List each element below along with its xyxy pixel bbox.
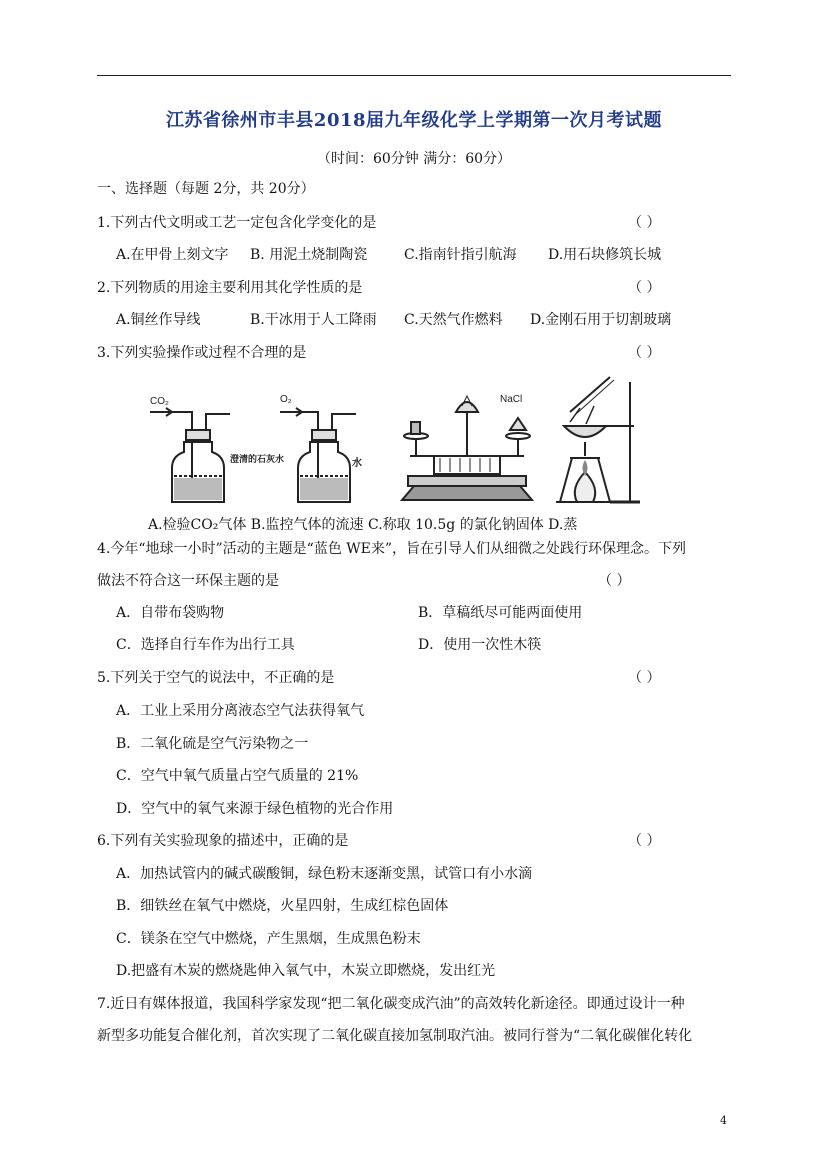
- q6-option-b: B．细铁丝在氧气中燃烧，火星四射，生成红棕色固体: [116, 898, 449, 914]
- question-7-stem-line2: 新型多功能复合催化剂，首次实现了二氧化碳直接加氢制取汽油。被同行誉为“二氧化碳催化转化: [97, 1028, 693, 1044]
- q1-option-a: A.在甲骨上刻文字: [116, 247, 229, 263]
- q5-option-a: A．工业上采用分离液态空气法获得氧气: [116, 703, 365, 719]
- q2-option-a: A.铜丝作导线: [116, 312, 201, 328]
- q3-options-line: A.检验CO₂气体 B.监控气体的流速 C.称取 10.5g 的氯化钠固体 D.蒸: [148, 517, 578, 533]
- figure-a-limewater-bottle: [150, 396, 284, 502]
- page-number: 4: [720, 1114, 727, 1127]
- answer-blank-6: （ ）: [628, 833, 661, 849]
- figure-b-water-bottle: [280, 394, 362, 502]
- q1-option-c: C.指南针指引航海: [404, 247, 517, 263]
- q6-option-c: C．镁条在空气中燃烧，产生黑烟，生成黑色粉末: [116, 931, 421, 947]
- q1-option-b: B. 用泥土烧制陶瓷: [250, 247, 368, 263]
- question-6-stem: 6.下列有关实验现象的描述中，正确的是: [97, 833, 349, 849]
- q4-option-a: A．自带布袋购物: [116, 605, 225, 621]
- answer-blank-1: （ ）: [628, 215, 661, 231]
- experiment-figures: [140, 372, 660, 512]
- q5-option-b: B．二氧化硫是空气污染物之一: [116, 736, 309, 752]
- question-7-stem-line1: 7.近日有媒体报道，我国科学家发现“把二氧化碳变成汽油”的高效转化新途径。即通过设计一种: [97, 996, 685, 1012]
- answer-blank-3: （ ）: [628, 345, 661, 361]
- question-3-stem: 3.下列实验操作或过程不合理的是: [97, 345, 307, 361]
- answer-blank-5: （ ）: [628, 670, 661, 686]
- label-limewater: 澄清的石灰水: [230, 455, 285, 465]
- label-water: 水: [352, 458, 362, 469]
- page-title: 江苏省徐州市丰县2018届九年级化学上学期第一次月考试题: [165, 110, 663, 131]
- question-4-stem-line2: 做法不符合这一环保主题的是: [97, 573, 279, 589]
- q2-option-b: B.干冰用于人工降雨: [250, 312, 377, 328]
- q4-option-b: B．草稿纸尽可能两面使用: [418, 605, 583, 621]
- q5-option-d: D．空气中的氧气来源于绿色植物的光合作用: [116, 801, 394, 817]
- question-2-stem: 2.下列物质的用途主要利用其化学性质的是: [97, 280, 363, 296]
- section-heading: 一、选择题（每题 2分，共 20分）: [97, 181, 315, 197]
- q6-option-d: D.把盛有木炭的燃烧匙伸入氧气中，木炭立即燃烧，发出红光: [116, 963, 496, 979]
- answer-blank-2: （ ）: [628, 280, 661, 296]
- label-co2: CO₂: [150, 396, 169, 407]
- label-nacl: NaCl: [500, 394, 523, 405]
- q1-option-d: D.用石块修筑长城: [548, 247, 662, 263]
- question-5-stem: 5.下列关于空气的说法中，不正确的是: [97, 670, 335, 686]
- q2-option-d: D.金刚石用于切割玻璃: [530, 312, 672, 328]
- q5-option-c: C．空气中氧气质量占空气质量的 21%: [116, 768, 359, 784]
- question-4-stem-line1: 4.今年“地球一小时”活动的主题是“蓝色 WE来”，旨在引导人们从细微之处践行环保理念。下列: [97, 541, 687, 557]
- header-rule: [97, 75, 731, 76]
- exam-info: （时间：60分钟 满分：60分）: [316, 151, 512, 167]
- figure-d-evaporation: [556, 377, 640, 502]
- answer-blank-4: （ ）: [598, 573, 631, 589]
- q2-option-c: C.天然气作燃料: [404, 312, 503, 328]
- label-o2: O₂: [280, 394, 292, 405]
- q6-option-a: A．加热试管内的碱式碳酸铜，绿色粉末逐渐变黑，试管口有小水滴: [116, 866, 533, 882]
- q4-option-d: D．使用一次性木筷: [418, 637, 542, 653]
- question-1-stem: 1.下列古代文明或工艺一定包含化学变化的是: [97, 215, 377, 231]
- q4-option-c: C．选择自行车作为出行工具: [116, 637, 295, 653]
- figure-c-balance: [402, 394, 532, 500]
